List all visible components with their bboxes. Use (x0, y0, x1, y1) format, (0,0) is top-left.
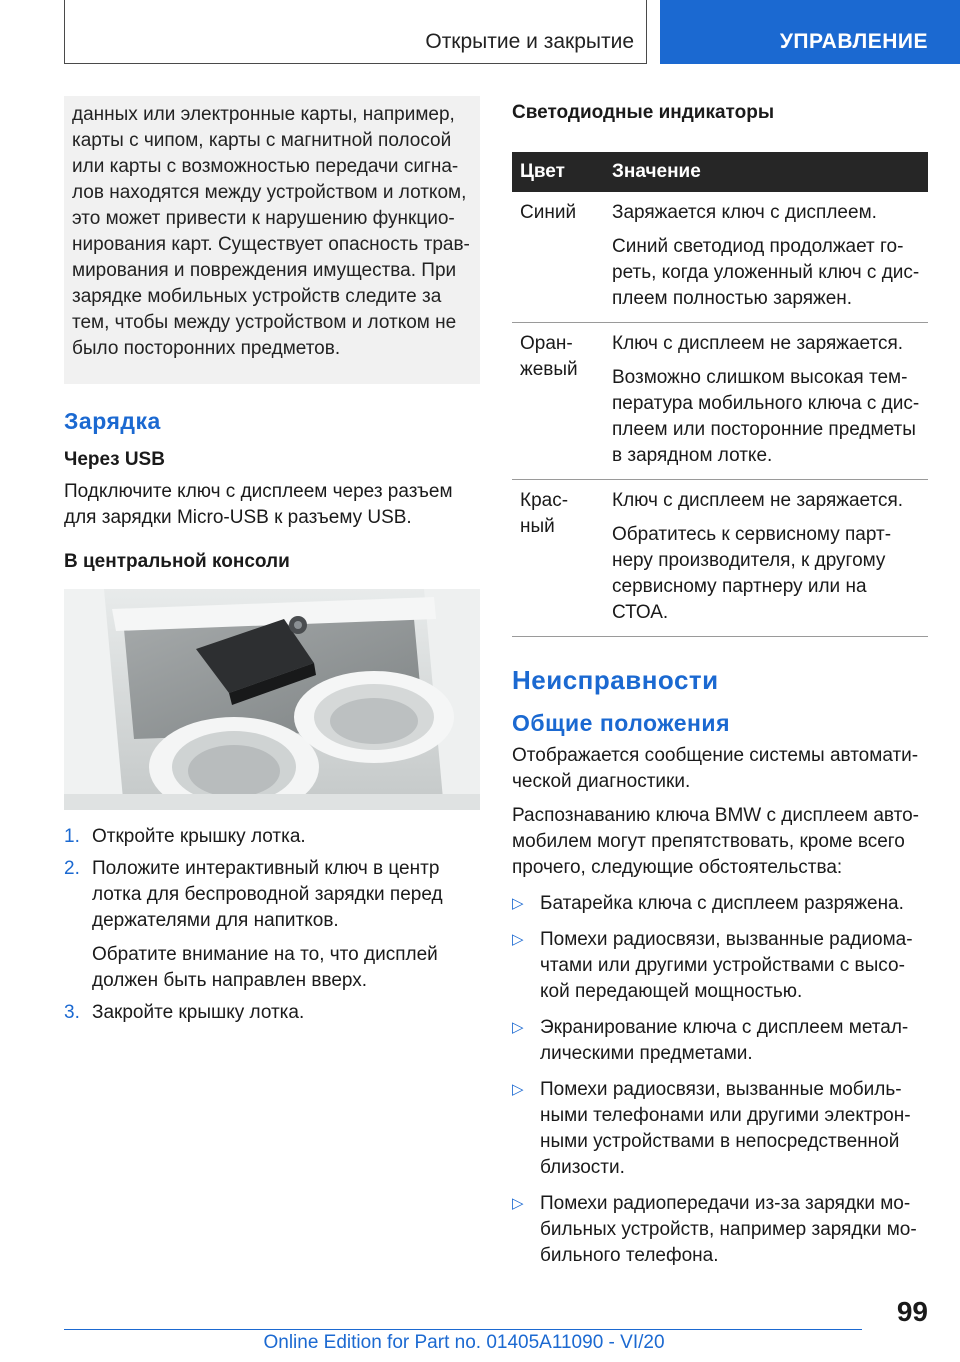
step-text: Положите интерактивный ключ в центр лотка для беспроводной зарядки перед держателями для напитков. (92, 858, 443, 931)
list-item-text: Помехи радиосвязи, вызванные радиомачтами или другими устройствами с высокой передающей мощностью. (540, 929, 913, 1002)
console-illustration (64, 589, 480, 810)
led-indicators-title: Светодиодные индикаторы (512, 102, 775, 123)
table-header-color: Цвет (512, 152, 598, 192)
step-text: Закройте крышку лотка. (92, 1002, 305, 1023)
step-number: 3. (64, 1002, 80, 1023)
meaning-line: Ключ с дисплеем не заряжается. (612, 333, 904, 354)
section-title: Открытие и закрытие (64, 0, 647, 64)
list-item (512, 891, 928, 917)
page-number: 99 (896, 1296, 928, 1327)
step-number: 2. (64, 858, 80, 879)
right-column (512, 96, 928, 1279)
triangle-bullet-icon: ▷ (512, 1195, 524, 1212)
left-column (64, 96, 480, 1032)
list-item (512, 1015, 928, 1067)
triangle-bullet-icon: ▷ (512, 1019, 524, 1036)
table-row (512, 480, 928, 637)
step-item (64, 856, 480, 994)
table-header-meaning: Значение (598, 152, 928, 192)
list-item-text: Помехи радиопередачи из-за зарядки мобильных устройств, например зарядки мобильного телефона. (540, 1193, 917, 1266)
warning-box (64, 96, 480, 384)
table-row (512, 323, 928, 480)
chapter-title: УПРАВЛЕНИЕ (660, 0, 960, 64)
general-text-1: Отображается сообщение системы автоматической диагностики. (512, 745, 919, 792)
meaning-line: Обратитесь к сервисному партнеру производителя, к другому сервисному партнеру или на СТОА. (612, 524, 892, 623)
list-item-text: Батарейка ключа с дисплеем разряжена. (540, 893, 904, 914)
list-item-text: Помехи радиосвязи, вызванные мобильными телефонами или другими электронными устройствами в непосредственной близости. (540, 1079, 911, 1178)
meaning-line: Синий светодиод продолжает гореть, когда уложенный ключ с дисплеем полностью заряжен. (612, 236, 920, 309)
led-meaning-cell (598, 480, 928, 637)
console-photo (64, 589, 480, 810)
steps-list (64, 824, 480, 1026)
step-text: Откройте крышку лотка. (92, 826, 306, 847)
meaning-line: Возможно слишком высокая температура мобильного ключа с дисплеем или посторонние предметы в зарядном лотке. (612, 367, 920, 466)
triangle-bullet-icon: ▷ (512, 931, 524, 948)
step-item (64, 1000, 480, 1026)
step-item (64, 824, 480, 850)
triangle-bullet-icon: ▷ (512, 895, 524, 912)
meaning-line: Ключ с дисплеем не заряжается. (612, 490, 904, 511)
led-color-cell: Красный (512, 480, 598, 637)
page-header (0, 0, 960, 66)
led-meaning-cell (598, 323, 928, 480)
footer-edition-text: Online Edition for Part no. 01405A11090 - VI/20 (263, 1332, 665, 1353)
led-color-cell: Оранжевый (512, 323, 598, 480)
triangle-bullet-icon: ▷ (512, 1081, 524, 1098)
warning-text: данных или электронные карты, например, карты с чипом, карты с магнитной полосой или карты с возможностью передачи сигналов находятся между устройством и лотком, это может привести к нарушению функционирования карт. Существует опасность травмирования и повреждения имущества. При зарядке мобильных устройств следите за тем, чтобы между устройством и лотком не было посторонних предметов. (72, 104, 470, 359)
heading-charging: Зарядка (64, 408, 161, 434)
subheading-usb: Через USB (64, 449, 165, 470)
table-row (512, 192, 928, 323)
step-note: Обратите внимание на то, что дисплей должен быть направлен вверх. (92, 944, 438, 991)
list-item (512, 1077, 928, 1181)
obstacles-list (512, 891, 928, 1269)
general-text-2: Распознаванию ключа BMW с дисплеем автомобилем могут препятствовать, кроме всего прочего, следующие обстоятельства: (512, 805, 919, 878)
usb-text: Подключите ключ с дисплеем через разъем для зарядки Micro-USB к разъему USB. (64, 481, 453, 528)
led-table (512, 152, 928, 637)
meaning-line: Заряжается ключ с дисплеем. (612, 202, 877, 223)
subheading-console: В центральной консоли (64, 551, 290, 572)
led-meaning-cell (598, 192, 928, 323)
step-number: 1. (64, 826, 80, 847)
footer-divider (64, 1329, 862, 1330)
list-item (512, 1191, 928, 1269)
heading-general: Общие положения (512, 710, 730, 736)
list-item (512, 927, 928, 1005)
led-color-cell: Синий (512, 192, 598, 323)
list-item-text: Экранирование ключа с дисплеем металлическими предметами. (540, 1017, 909, 1064)
heading-faults: Неисправности (512, 665, 719, 695)
